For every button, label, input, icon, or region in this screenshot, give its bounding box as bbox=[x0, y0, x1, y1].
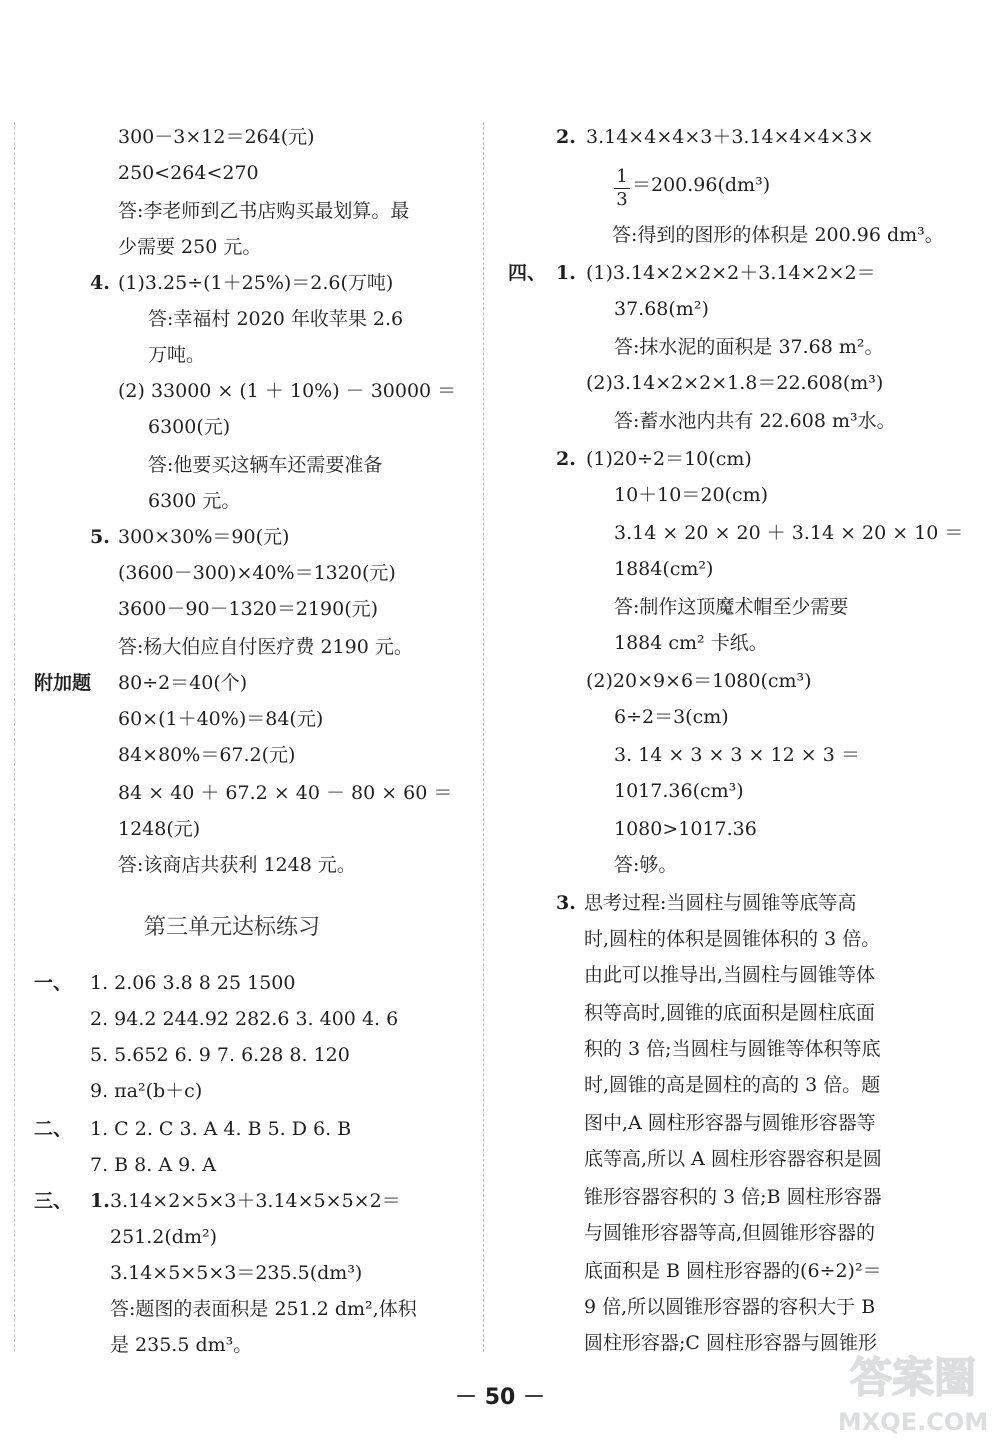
part-label: 三、 bbox=[34, 1190, 73, 1212]
question-number: 4. bbox=[90, 272, 110, 294]
part-label: 二、 bbox=[34, 1118, 73, 1140]
left-margin-rule bbox=[14, 122, 15, 1352]
part-label: 四、 bbox=[508, 262, 547, 284]
answer-line: 思考过程:当圆柱与圆锥等底等高 bbox=[584, 892, 857, 914]
answer-line: 2. 94.2 244.92 282.6 3. 400 4. 6 bbox=[90, 1008, 399, 1030]
answer-line: 少需要 250 元。 bbox=[118, 236, 262, 258]
answer-line: 1. 2.06 3.8 8 25 1500 bbox=[90, 972, 296, 994]
answer-line: 1080>1017.36 bbox=[614, 818, 757, 840]
fraction-denominator: 3 bbox=[614, 188, 630, 211]
answer-line: 答:得到的图形的体积是 200.96 dm³。 bbox=[612, 224, 944, 246]
answer-line: 积等高时,圆锥的底面积是圆柱底面 bbox=[584, 1002, 876, 1024]
answer-line: 60×(1＋40%)＝84(元) bbox=[118, 708, 324, 730]
answer-line: (1)20÷2＝10(cm) bbox=[586, 448, 752, 470]
answer-line: 时,圆锥的高是圆柱的高的 3 倍。题 bbox=[584, 1074, 881, 1096]
answer-line: 5. 5.652 6. 9 7. 6.28 8. 120 bbox=[90, 1044, 350, 1066]
answer-line: 3. 14 × 3 × 3 × 12 × 3 ＝ bbox=[614, 744, 860, 766]
part-label: 一、 bbox=[34, 972, 73, 994]
answer-line: 7. B 8. A 9. A bbox=[90, 1154, 216, 1176]
answer-line: 与圆锥形容器等高,但圆锥形容器的 bbox=[584, 1222, 876, 1244]
question-number: 2. bbox=[556, 126, 576, 148]
answer-line: 3.14×2×5×3＋3.14×5×5×2＝ bbox=[110, 1190, 401, 1212]
answer-line: 1884(cm²) bbox=[614, 558, 714, 580]
answer-line: 答:幸福村 2020 年收苹果 2.6 bbox=[148, 308, 404, 330]
answer-line: 3.14×5×5×3＝235.5(dm³) bbox=[110, 1262, 363, 1284]
answer-line: 答:抹水泥的面积是 37.68 m²。 bbox=[614, 336, 884, 358]
answer-line: 是 235.5 dm³。 bbox=[110, 1334, 253, 1356]
answer-line: (2) 33000 × (1 ＋ 10%) － 30000 ＝ bbox=[118, 380, 457, 402]
bonus-label: 附加题 bbox=[34, 672, 92, 694]
watermark-logo bbox=[838, 1340, 988, 1440]
page-number: － 50 － bbox=[455, 1385, 545, 1410]
answer-line: 37.68(m²) bbox=[614, 298, 709, 320]
answer-line: 6÷2＝3(cm) bbox=[614, 706, 729, 728]
answer-line: 84 × 40 ＋ 67.2 × 40 － 80 × 60 ＝ bbox=[118, 782, 453, 804]
answer-line: 300×30%＝90(元) bbox=[118, 526, 290, 548]
answer-line: 底面积是 B 圆柱形容器的(6÷2)²＝ bbox=[584, 1260, 882, 1282]
answer-line: (2)20×9×6＝1080(cm³) bbox=[586, 670, 812, 692]
answer-line: 底等高,所以 A 圆柱形容器容积是圆 bbox=[584, 1148, 882, 1170]
answer-line: 1017.36(cm³) bbox=[614, 780, 744, 802]
watermark-text: 答案圈 bbox=[849, 1353, 977, 1402]
answer-line: 圆柱形容器;C 圆柱形容器与圆锥形 bbox=[584, 1332, 877, 1354]
answer-line: 6300 元。 bbox=[148, 490, 241, 512]
answer-line: 3.14×4×4×3＋3.14×4×4×3× bbox=[586, 126, 874, 148]
answer-line: 答:题图的表面积是 251.2 dm²,体积 bbox=[110, 1298, 417, 1320]
answer-line: 300－3×12＝264(元) bbox=[118, 126, 315, 148]
answer-line: 答:蓄水池内共有 22.608 m³水。 bbox=[614, 410, 896, 432]
fraction-one-third bbox=[614, 166, 630, 211]
answer-line: 80÷2＝40(个) bbox=[118, 672, 248, 694]
answer-line: 答:够。 bbox=[614, 854, 678, 876]
question-number: 3. bbox=[556, 892, 576, 914]
answer-line: 6300(元) bbox=[148, 416, 231, 438]
answer-line: 答:该商店共获利 1248 元。 bbox=[118, 854, 356, 876]
answer-line: 1. C 2. C 3. A 4. B 5. D 6. B bbox=[90, 1118, 352, 1140]
answer-line: 由此可以推导出,当圆柱与圆锥等体 bbox=[584, 964, 876, 986]
column-divider bbox=[483, 122, 484, 1352]
answer-line: 251.2(dm²) bbox=[110, 1226, 218, 1248]
watermark-url: MXQE.COM bbox=[838, 1408, 988, 1436]
answer-line: 锥形容器容积的 3 倍;B 圆柱形容器 bbox=[584, 1186, 882, 1208]
answer-line: (2)3.14×2×2×1.8＝22.608(m³) bbox=[586, 372, 884, 394]
answer-line: 答:制作这顶魔术帽至少需要 bbox=[614, 596, 849, 618]
answer-line: 250<264<270 bbox=[118, 162, 259, 184]
answer-line: 万吨。 bbox=[148, 344, 206, 366]
answer-line: 时,圆柱的体积是圆锥体积的 3 倍。 bbox=[584, 928, 881, 950]
answer-line: (1)3.25÷(1＋25%)＝2.6(万吨) bbox=[118, 272, 394, 294]
answer-line: 3600－90－1320＝2190(元) bbox=[118, 598, 379, 620]
question-number: 2. bbox=[556, 448, 576, 470]
answer-line: 图中,A 圆柱形容器与圆锥形容器等 bbox=[584, 1112, 876, 1134]
answer-line: (1)3.14×2×2×2＋3.14×2×2＝ bbox=[586, 262, 876, 284]
answer-line: 答:李老师到乙书店购买最划算。最 bbox=[118, 200, 410, 222]
answer-line: 3.14 × 20 × 20 ＋ 3.14 × 20 × 10 ＝ bbox=[614, 522, 964, 544]
answer-line: 答:杨大伯应自付医疗费 2190 元。 bbox=[118, 636, 413, 658]
answer-line: 9 倍,所以圆锥形容器的容积大于 B bbox=[584, 1296, 876, 1318]
answer-line: 10＋10＝20(cm) bbox=[614, 484, 769, 506]
answer-line: 1248(元) bbox=[118, 818, 201, 840]
answer-line: ＝200.96(dm³) bbox=[632, 174, 771, 196]
answer-line: 84×80%＝67.2(元) bbox=[118, 744, 296, 766]
answer-line: (3600－300)×40%＝1320(元) bbox=[118, 562, 396, 584]
answer-line: 1884 cm² 卡纸。 bbox=[614, 632, 768, 654]
answer-line: 9. πa²(b＋c) bbox=[90, 1080, 203, 1102]
question-number: 1. bbox=[90, 1190, 110, 1212]
fraction-numerator: 1 bbox=[616, 166, 628, 187]
question-number: 5. bbox=[90, 526, 110, 548]
section-title: 第三单元达标练习 bbox=[144, 915, 321, 940]
question-number: 1. bbox=[556, 262, 576, 284]
answer-line: 答:他要买这辆车还需要准备 bbox=[148, 454, 383, 476]
answer-line: 积的 3 倍;当圆柱与圆锥等体积等底 bbox=[584, 1038, 881, 1060]
